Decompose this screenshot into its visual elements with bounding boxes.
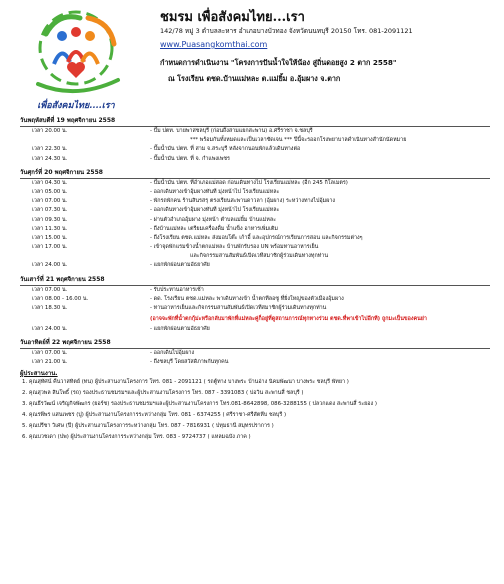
org-address: 142/78 หมู่ 3 ตำบลละหาร อำเภอบางบัวทอง จังหวัดนนทบุรี 20150 โทร. 081-2091121 bbox=[160, 27, 413, 35]
schedule-row: เวลา 22.30 น. - ปั๊มน้ำมัน ปตท. ที่ สาม จ.สระบุรี หลังจากนอนพักแล้วเดินทางต่อ bbox=[32, 146, 301, 153]
alert-note: (อาจจะพักที่น้ำตกกุ้ม่ะหรือกลับมาพักที่แม่หละคู่ก็อยู่ที่ดูสถานการณ์ทุกทางร่วม ตชด.ที่พาเข้าไปอีกที) ถูกมะเป็นของคนย่า bbox=[150, 316, 427, 323]
contacts-heading: ผู้ประสานงาน. bbox=[20, 370, 58, 378]
day-heading: วันอาทิตย์ที่ 22 พฤศจิกายน 2558 bbox=[20, 338, 490, 349]
agenda-title: กำหนดการดำเนินงาน "โครงการปันน้ำใจให้น้อง สู่ถิ่นดอยสูง 2 ตาก 2558" bbox=[160, 58, 397, 67]
schedule-row: เวลา 07.00 น. - พักรถพักคน ร้านสินรสรุ ตรงเรียนสะพานดาวลา (อุ้มผาง) ระหว่างทางไปอุ้มผาง bbox=[32, 198, 336, 205]
schedule-row: เวลา 07.30 น. - ออกเดินทางเข้าอุ้มผางทันที มุ่งหน้าไป โรงเรียนแม่หละ bbox=[32, 207, 280, 214]
schedule-row: *** พร้อมกันทั้งหมดและเป็นเวลาชัดเจน *** ปีนี้จะรออกโรงพยาบาลดำเนินทางสำนักนัดหมาย bbox=[190, 137, 407, 144]
schedule-row: เวลา 07.00 น. - ออกเดินไปอุ้มผาง bbox=[32, 349, 195, 356]
schedule-row: เวลา 09.30 น. - ผ่านตัวอำเภออุ้มผาง มุ่งหน้า ตำบลแม่ยิ้ม บ้านแม่หละ bbox=[32, 216, 277, 223]
day-heading: วันเสาร์ที่ 21 พฤศจิกายน 2558 bbox=[20, 275, 490, 286]
logo-text: เพื่อสังคมไทย....เรา bbox=[37, 101, 115, 111]
schedule-row: เวลา 21.00 น. - ถึงชลบุรี โดยสวัสดิภาพกันทุกคน bbox=[32, 358, 229, 365]
contact-item: 3. คุณธีรวัฒน์ เจริญกิจพัฒกร (ยอร์ช) รองประธานชมรมฯและผู้ประสานงานโครงการ โทร.081-8642898, 086-3288155 ( ปลวกแดง สะพานสี่ ระยอง ) bbox=[22, 401, 377, 408]
day-heading: วันศุกร์ที่ 20 พฤศจิกายน 2558 bbox=[20, 168, 490, 179]
contact-item: 1. คุณสุทัศน์ คืนวาสทิตย์ (ทน) ผู้ประสานงานโครงการ โทร. 081 - 2091121 ( รถตู้ทาง บางพระ บ้านอ่าง นิคมพัฒนา บางพระ ชลบุรี พัทยา ) bbox=[22, 379, 349, 386]
schedule-row: เวลา 24.30 น. - ปั๊มน้ำมัน ปตท. ที่ จ. กำแพงเพชร bbox=[32, 155, 230, 162]
day-heading: วันพฤหัสบดีที่ 19 พฤศจิกายน 2558 bbox=[20, 116, 490, 127]
schedule-row: เวลา 24.00 น. - แยกพักผ่อนตามอัธยาศัย bbox=[32, 325, 210, 332]
website-link[interactable]: www.Puasangkomthai.com bbox=[160, 40, 268, 49]
schedule bbox=[20, 116, 490, 446]
venue-title: ณ โรงเรียน ตชด.บ้านแม่หละ ต.แม่ยิ้ม อ.อุ้มผาง จ.ตาก bbox=[168, 74, 341, 83]
schedule-row: เวลา 20.00 น. - ปั๊ม ปตท. บายพาสชลบุรี (ก่อนถึงสามแยกสะพาน) อ.ศรีราชา จ.ชลบุรี bbox=[32, 128, 313, 134]
contact-item: 4. คุณรพีพร แสนเพชร (ปู) ผู้ประสานงานโครงการระหว่างกลุ่ม โทร. 081 - 6374255 ( ศรีราชา-ศรีสัตหีบ ชลบุรี ) bbox=[22, 412, 287, 419]
schedule-row: เวลา 18.30 น. - ทานอาหารเย็นและกิจกรรมสานสัมพันธ์เปิดเวทีสมาชิกผู้ร่วมเดินทางทุกท่าน bbox=[32, 305, 327, 311]
org-name: ชมรม เพื่อสังคมไทย...เรา bbox=[160, 10, 305, 25]
schedule-row: เวลา 15.00 น. - ถึงโรงเรียน ตชด.แม่หละ ส่งมอบโต๊ะ เก้าอี้ และอุปกรณ์การเรียนการสอน และกิจกรรมต่างๆ bbox=[32, 234, 363, 241]
schedule-row: เวลา 17.00 น. - เข้าจุดพักแรมข้างน้ำตกแม่หละ บ้านพักรับรอง UN พร้อมทานอาหารเย็น bbox=[32, 244, 319, 251]
schedule-row: เวลา 11.30 น. - ถึงบ้านแม่หละ เตรียมเครื่องดื่ม น้ำแข็ง อาหารเพิ่มเติม bbox=[32, 225, 278, 232]
schedule-row: เวลา 07.00 น. - รับประทานอาหารเช้า bbox=[32, 286, 204, 293]
schedule-row: เวลา 08.00 - 16.00 น. - ดด. โรงเรียน ตชด.แม่หละ พาเดินทางเข้า น้ำตกทีลอซู ที่ยิ่งใหญ่ของตัวเมืองอุ้มผาง bbox=[32, 295, 344, 302]
contact-item: 5. คุณปรีชา วิเศษ (ปี) ผู้ประสานงานโครงการระหว่างกลุ่ม โทร. 087 - 7816931 ( ปทุมธานี สมุทรปราการ ) bbox=[22, 423, 274, 430]
schedule-row: เวลา 04.30 น. - ปั๊มน้ำมัน ปตท. ที่อำเภอแม่สอด ก่อนเดินทางไป โรงเรียนแม่หละ (อีก 245 กิโลเมตร) bbox=[32, 179, 348, 186]
contact-item: 6. คุณบวชเดา (ปพ) ผู้ประสานงานโครงการระหว่างกลุ่ม โทร. 083 - 9724737 ( แหลมฉบัง ภาค ) bbox=[22, 434, 251, 441]
schedule-row: และกิจกรรมสานสัมพันธ์เปิดเวทีสมาชิกผู้ร่วมเดินทางทุกท่าน bbox=[190, 253, 329, 260]
schedule-row: เวลา 05.00 น. - ออกเดินทางเข้าอุ้มผางทันที มุ่งหน้าไป โรงเรียนแม่หละ bbox=[32, 188, 280, 195]
contact-item: 2. คุณสุวพล สินโพธิ์ (รถ) รองประธานชมรมฯและผู้ประสานงานโครงการ โทร. 087 - 3391083 ( บ่อวิน สะพานสี่ ชลบุรี ) bbox=[22, 390, 304, 397]
schedule-row: เวลา 24.00 น. - แยกพักผ่อนตามอัธยาศัย bbox=[32, 262, 210, 269]
